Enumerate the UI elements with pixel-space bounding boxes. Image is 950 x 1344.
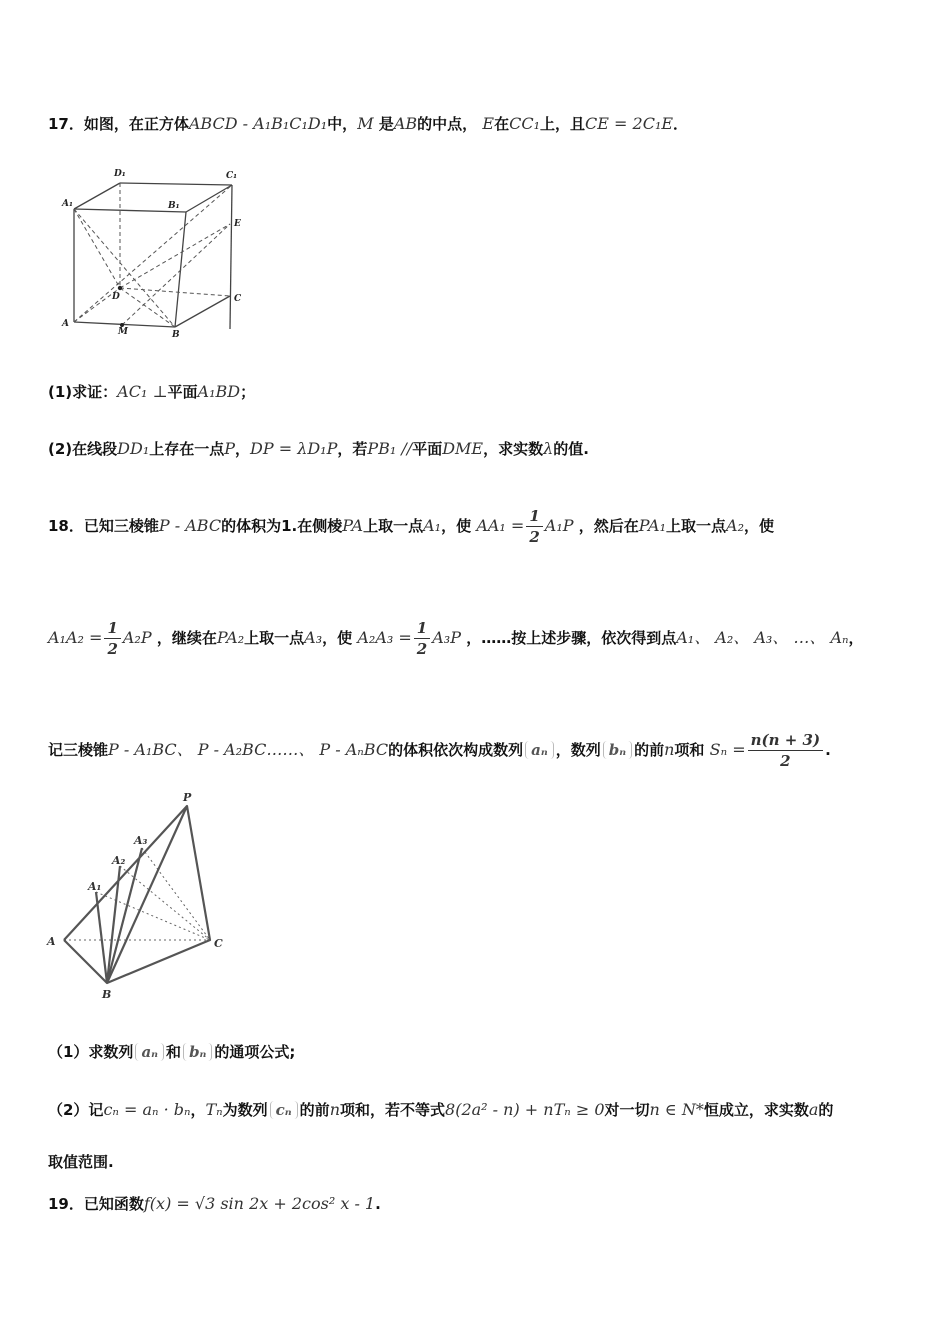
label-a1: A₁	[62, 199, 73, 209]
q18-statement-line2: A₁A₂ = $\frac{1}{2}$ A₂P ，继续在PA₂上取一点A₃，使 A₂A₃ = $\frac{1}{2}$ A₃P ，……按上述步骤，依次得到点A₁、 A₂、 A₃、 …、 Aₙ，	[48, 619, 864, 658]
label-c1: C₁	[226, 171, 238, 181]
label-b1: B₁	[168, 201, 180, 211]
label-a-pyr: A	[47, 935, 56, 948]
label-b-pyr: B	[102, 988, 112, 1000]
label-a3: A₃	[134, 834, 148, 847]
q19-statement: 19．已知函数f(x) = √3 sin 2x + 2cos² x - 1.	[48, 1194, 381, 1213]
function-definition: f(x) = √3 sin 2x + 2cos² x - 1	[143, 1194, 376, 1213]
label-e: E	[234, 219, 241, 229]
pyramid-figure	[42, 788, 242, 1000]
cube-name: ABCD - A₁B₁C₁D₁	[188, 114, 328, 133]
label-p: P	[183, 791, 192, 804]
label-c: C	[234, 294, 242, 304]
ce-condition: CE = 2C₁E	[585, 114, 674, 133]
q18-part2-cont: 取值范围.	[48, 1153, 114, 1171]
q18-statement-line3: 记三棱锥P - A₁BC、 P - A₂BC……、 P - AₙBC的体积依次构成数列 aₙ ，数列 bₙ 的前n项和 Sₙ = $\frac{n(n + 3)}{2}$ .	[48, 731, 831, 770]
q17-part2: (2)在线段DD₁上存在一点P，DP = λD₁P，若PB₁ //平面DME，求实数λ的值.	[48, 439, 589, 458]
q17-statement: 17．如图，在正方体ABCD - A₁B₁C₁D₁中，M 是AB的中点， E在CC₁上，且CE = 2C₁E．	[48, 114, 689, 133]
q18-part1: （1）求数列 aₙ 和 bₙ 的通项公式;	[48, 1043, 296, 1061]
label-c-pyr: C	[214, 937, 223, 950]
q18-statement-line1: 18．已知三棱锥P - ABC的体积为1.在侧棱PA上取一点A₁，使 AA₁ = $\frac{1}{2}$ A₁P ，然后在PA₁上取一点A₂，使	[48, 507, 775, 546]
label-m: M	[118, 327, 128, 337]
label-a1-pyr: A₁	[88, 880, 102, 893]
label-d1: D₁	[114, 169, 126, 179]
label-b: B	[172, 330, 180, 340]
q18-part2: （2）记cₙ = aₙ · bₙ，Tₙ为数列 cₙ 的前n项和，若不等式8(2a² - n) + nTₙ ≥ 0对一切n ∈ N*恒成立，求实数a的	[48, 1100, 834, 1119]
label-a2: A₂	[112, 854, 126, 867]
label-a: A	[62, 319, 69, 329]
label-d: D	[112, 292, 120, 302]
q17-part1: (1)求证：AC₁ ⊥平面A₁BD；	[48, 382, 256, 401]
cube-figure	[56, 162, 246, 342]
